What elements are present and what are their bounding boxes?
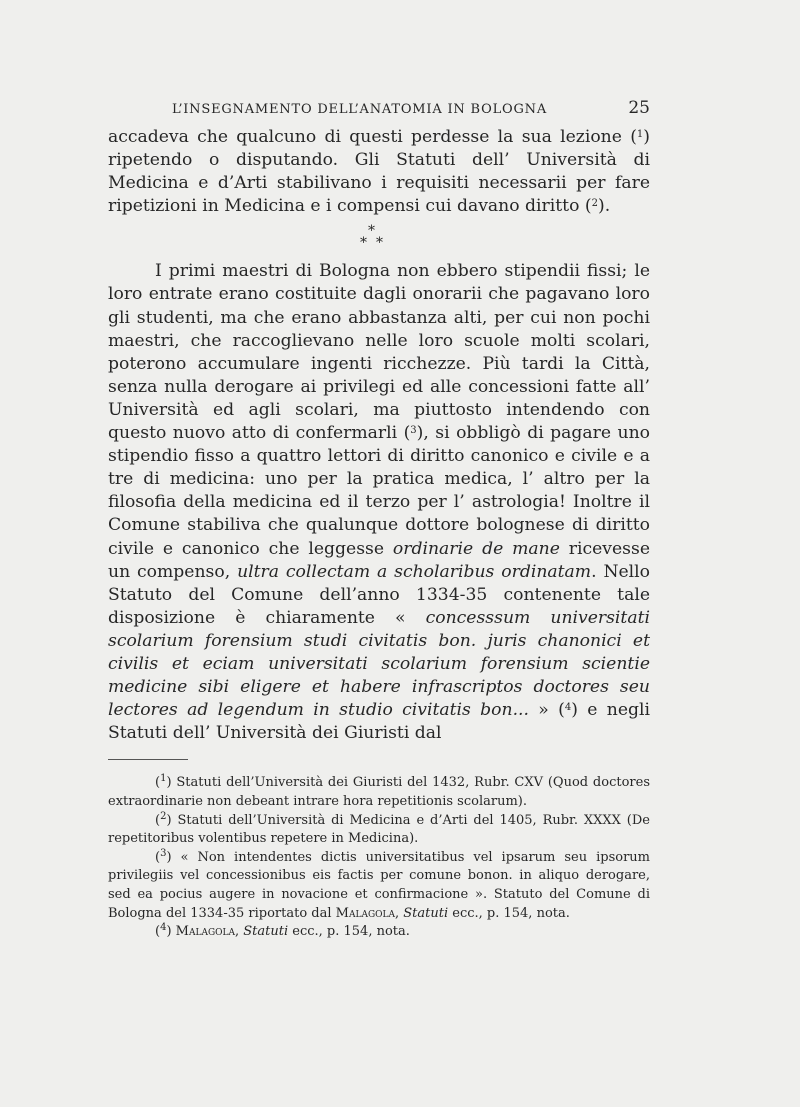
footnote-1-mark: 1: [160, 773, 167, 785]
footnote-divider: [108, 759, 188, 760]
footnote-ref-3: 3: [410, 425, 417, 437]
footnote-3-author: Malagola: [335, 905, 395, 921]
p1-text-c: ).: [597, 196, 611, 217]
p2-part-3: ricevesse un compenso,: [108, 538, 650, 582]
footnote-4-author: Malagola: [175, 924, 236, 940]
footnote-4: ($^4$) Malagola, Statuti ecc., p. 154, nota.: [155, 922, 410, 940]
footnote-4-text-a: ,: [235, 924, 244, 940]
p2-italic-1: ordinarie de mane: [392, 538, 560, 559]
footnote-2-text: Statuti dell’Università di Medicina e d’Arti del 1405, Rubr. XXXX (De repetitoribus volentibus repetere in Medicina).: [108, 812, 650, 847]
p2-part-2: ), si obbligò di pagare uno stipendio fisso a quattro lettori di diritto canonico e civile e a tre di medicina: uno per la pratica medica, l’ altro per la filosofia della medicina ed il terzo per l’ astrologia! Inoltre il Comune stabiliva che qualunque dottore bolognese di diritto civile e canonico che leggesse: [108, 423, 650, 559]
p2-part-5: » (: [528, 700, 565, 721]
footnote-2: ($^2$) Statuti dell’Università di Medicina e d’Arti del 1405, Rubr. XXXX (De repetitoribus volentibus repetere in Medicina).: [108, 810, 650, 847]
running-title: L’INSEGNAMENTO DELL’ANATOMIA IN BOLOGNA: [172, 102, 548, 117]
p2-italic-2: ultra collectam a scholaribus ordinatam: [237, 561, 592, 582]
footnote-ref-4: 4: [564, 702, 572, 714]
p2-part-6: ) e negli Statuti dell’ Università dei Giuristi dal: [108, 700, 651, 744]
p2-part-1: I primi maestri di Bologna non ebbero stipendii fissi; le loro entrate erano costituite dagli onorarii che pagavano loro gli studenti, ma che erano abbastanza alti, per cui non pochi maestri, che raccoglievano nelle loro scuole molti scolari, poterono accumulare ingenti ricchezze. Più tardi la Città, senza nulla derogare ai privilegi ed alle concessioni fatte all’ Università ed agli scolari, ma piuttosto intendendo con questo nuovo atto di confermarli (: [108, 261, 650, 444]
page-number: 25: [628, 98, 650, 118]
p1-text-a: accadeva che qualcuno di questi perdesse la sua lezione (: [108, 127, 637, 147]
footnote-2-mark: 2: [160, 810, 167, 822]
p2-italic-3: concesssum universitati scolarium forensium studi civitatis bon. juris chanonici et civilis et eciam universitati scolarium forensium scientie medicine sibi eligere et habere infrascriptos doctores seu lectores ad legendum in studio civitatis bon...: [108, 607, 650, 721]
footnote-ref-2: 2: [591, 198, 598, 210]
footnote-ref-1: 1: [636, 129, 644, 140]
page: [108, 98, 650, 942]
p2-part-4: . Nello Statuto del Comune dell’anno 1334-35 contenente tale disposizione è chiaramente «: [108, 561, 650, 628]
footnote-3-text-c: ecc., p. 154, nota.: [448, 905, 570, 921]
footnote-3-mark: 3: [160, 847, 167, 859]
paragraph-2: [108, 260, 650, 745]
asterisk: *: [368, 223, 375, 240]
footnote-4-italic: Statuti: [243, 924, 289, 940]
footnote-3-italic: Statuti: [403, 905, 449, 921]
footnote-3: ($^3$) « Non intendentes dictis universitatibus vel ipsarum seu ipsorum privilegiis vel concessionibus eis factis per comune bonon. in aliquo derogare, sed ea pocius augere in novacione et confirmacione ». Statuto del Comune di Bologna del 1334-35 riportato dal Malagola, Statuti ecc., p. 154, nota.: [108, 847, 650, 921]
paragraph-1: [108, 126, 650, 218]
footnote-1: ($^1$) Statuti dell’Università dei Giuristi del 1432, Rubr. CXV (Quod doctores extraordinarie non debeant intrare hora repetitionis scolarum).: [108, 773, 650, 809]
footnote-4-text-b: ecc., p. 154, nota.: [288, 924, 410, 940]
asterisk: *: [360, 235, 367, 252]
footnote-3-text-a: « Non intendentes dictis universitatibus vel ipsarum seu ipsorum privilegiis vel concessionibus eis factis per comune bonon. in aliquo derogare, sed ea pocius augere in novacione et confirmacione ». Statuto del Comune di Bologna del 1334-35 riportato dal: [108, 849, 650, 921]
p1-text-b: ) ripetendo o disputando. Gli Statuti dell’ Università di Medicina e d’Arti stabilivano i requisiti necessarii per fare ripetizioni in Medicina e i compensi cui davano diritto (: [108, 127, 650, 217]
footnote-3-text-b: ,: [395, 905, 404, 921]
footnote-4-mark: 4: [160, 922, 167, 934]
running-header: [108, 98, 650, 120]
footnotes: [108, 774, 650, 941]
section-separator: [108, 218, 650, 260]
footnote-1-text: Statuti dell’Università dei Giuristi del 1432, Rubr. CXV (Quod doctores extraordinarie non debeant intrare hora repetitionis scolarum).: [108, 775, 650, 809]
asterisk: *: [376, 235, 383, 252]
body-text: [108, 126, 650, 745]
